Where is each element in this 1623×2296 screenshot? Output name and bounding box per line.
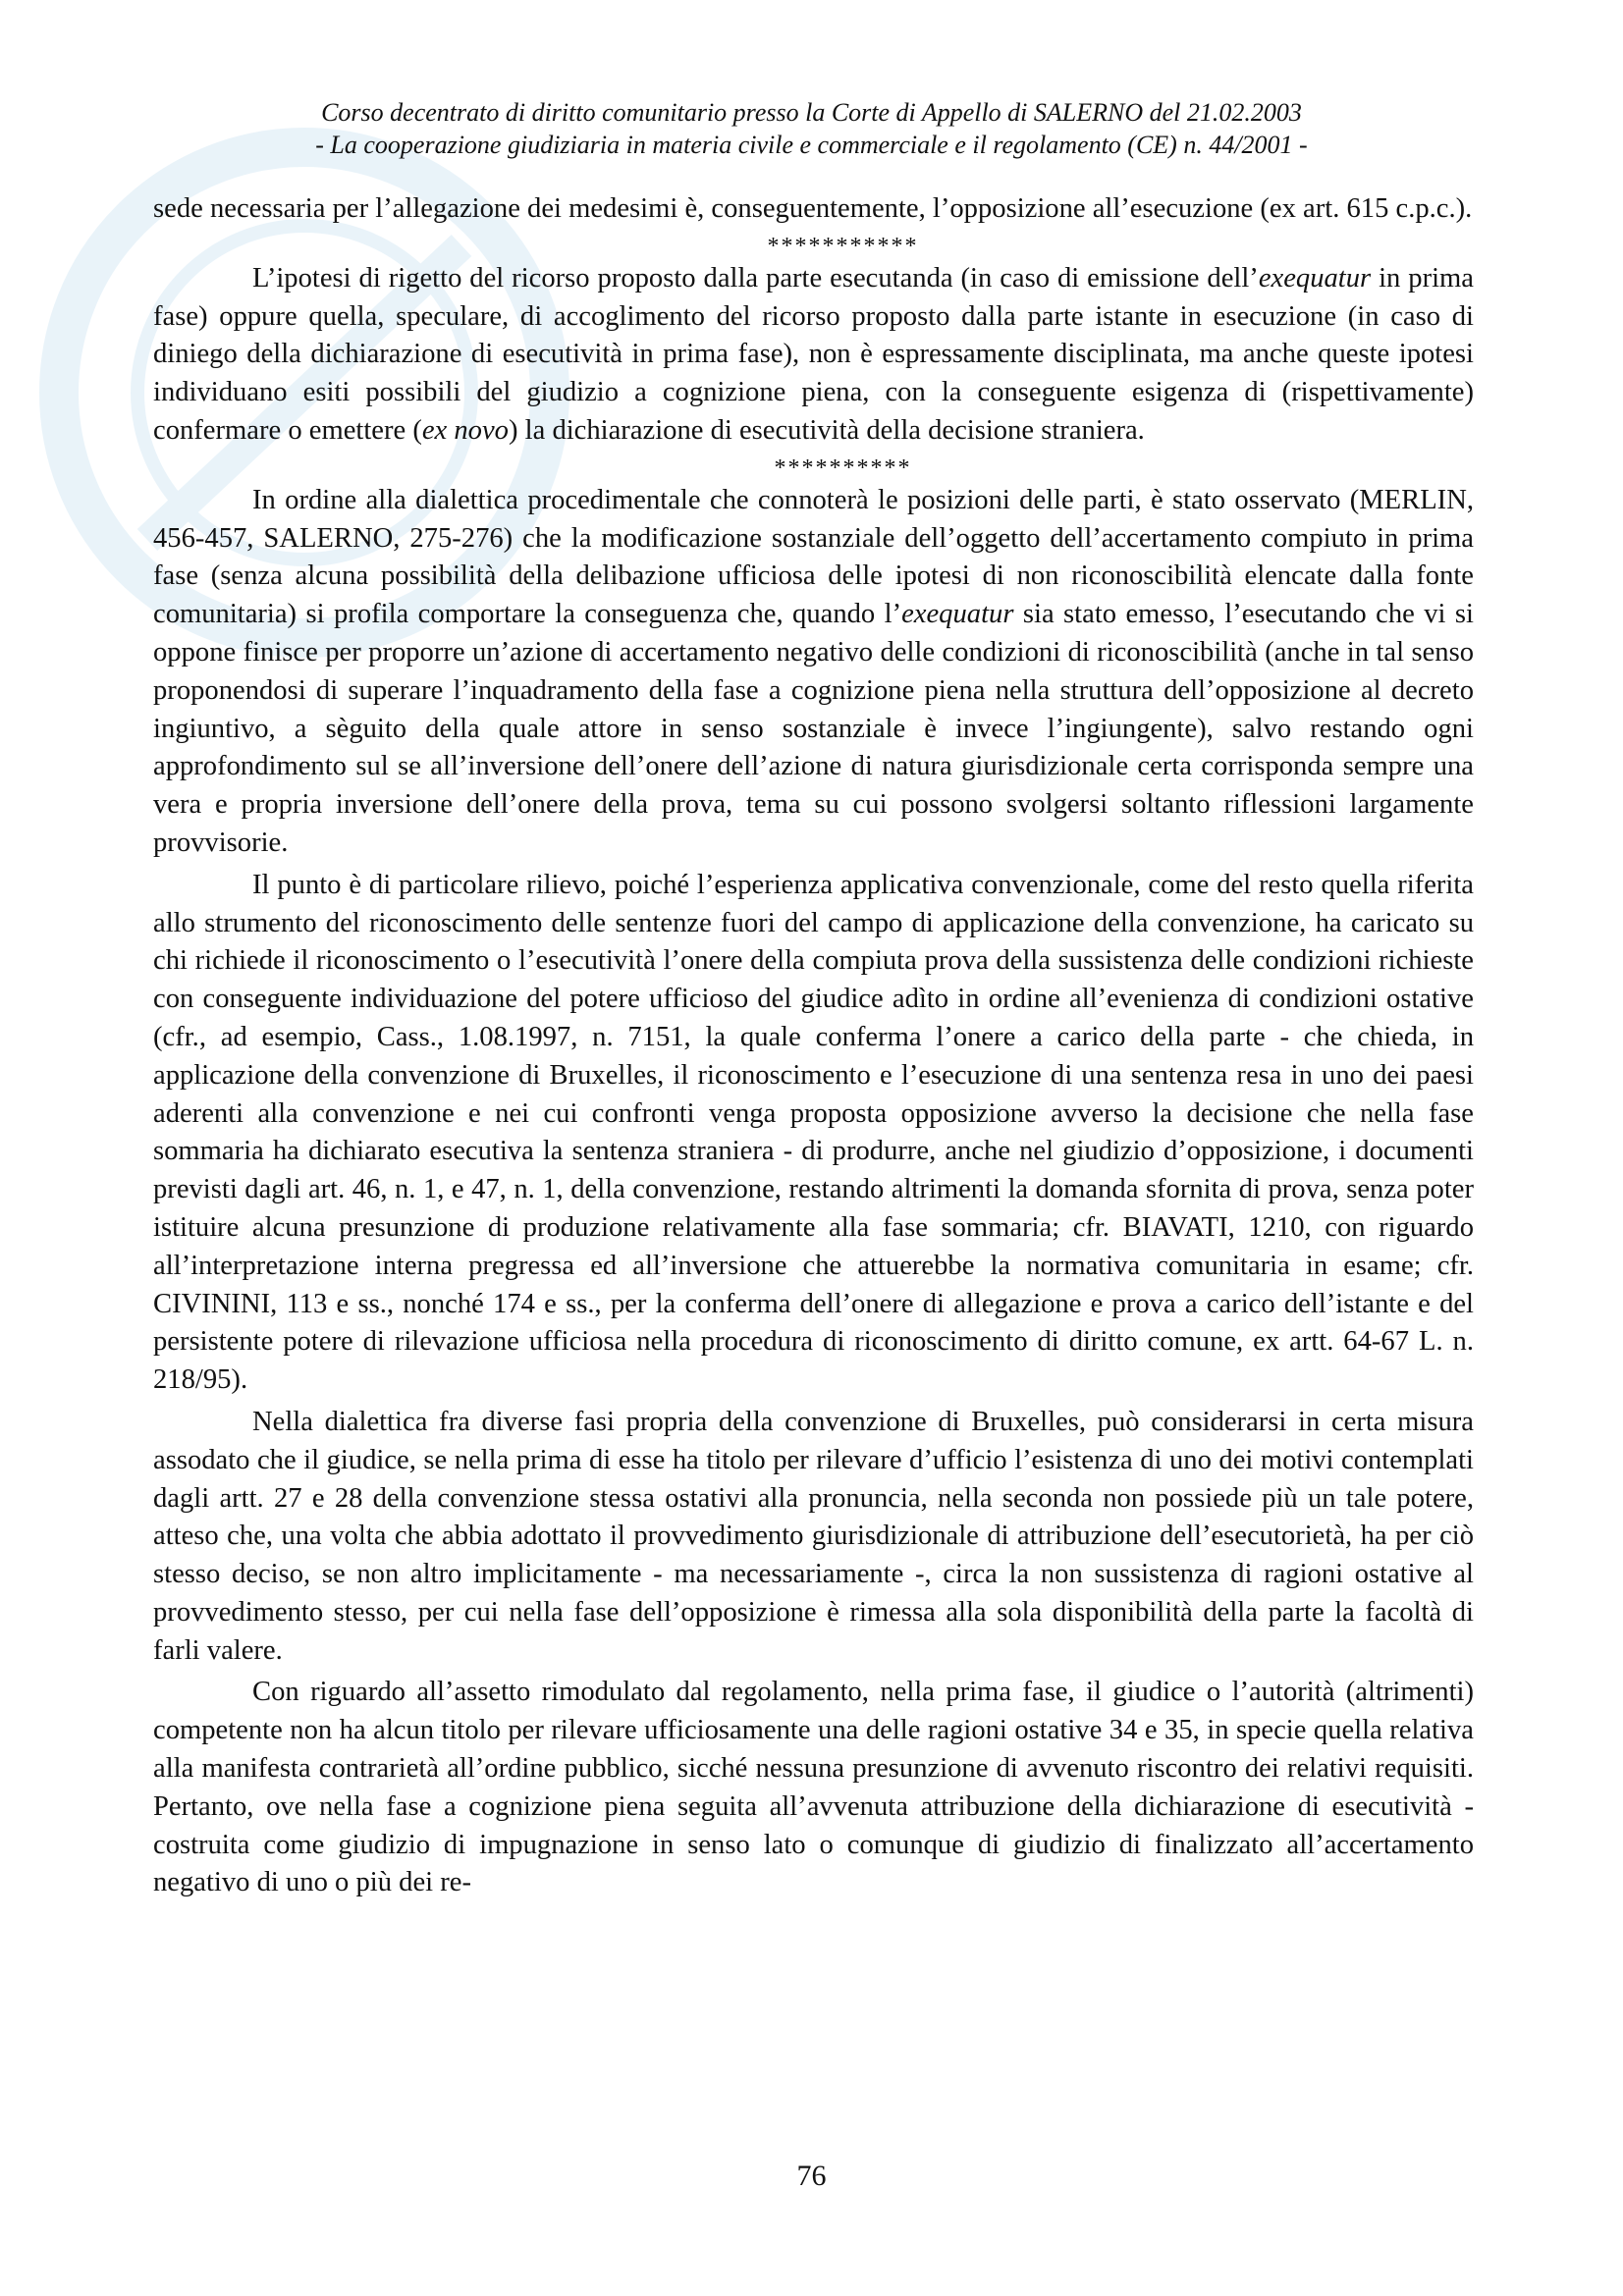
running-header: [0, 96, 1623, 161]
paragraph-3-text-c: sia stato emesso, l’esecutando che vi si oppone finisce per proporre un’azione di accertamento negativo delle condizioni di riconoscibilità (anche in tal senso proponendosi di superare l’inquadramento della fase a cognizione piena nella struttura dell’opposizione al decreto ingiuntivo, a sèguito della quale attore in senso sostanziale è invece l’ingiungente), salvo restando ogni approfondimento sul se all’inversione dell’onere dell’azione di natura giurisdizionale certa corrisponda sempre una vera e propria inversione dell’onere della prova, tema su cui possono svolgersi soltanto riflessioni largamente provvisorie.: [153, 599, 1474, 858]
paragraph-3-text-a: In ordine alla dialettica procedimentale che connoterà le posizioni delle parti, è stato osservato (MERLIN, 456-457, SALERNO, 275-276) che la modificazione sostanziale dell’oggetto dell’accertamento compiuto in prima fase (senza alcuna possibilità della delibazione ufficiosa delle ipotesi di non riconoscibilità elencate dalla fonte comunitaria) si profila comportare la conseguenza che, quando l’: [153, 484, 1474, 630]
page-number: 76: [796, 2160, 827, 2192]
paragraph-4: Il punto è di particolare rilievo, poiché l’esperienza applicativa convenzionale, come del resto quella riferita allo strumento del riconoscimento delle sentenze fuori del campo di applicazione della convenzione, ha caricato su chi richiede il riconoscimento o l’esecutività l’onere della compiuta prova della sussistenza delle condizioni richieste con conseguente individuazione del potere ufficioso del giudice adìto in ordine all’evenienza di condizioni ostative (cfr., ad esempio, Cass., 1.08.1997, n. 7151, la quale conferma l’onere a carico della parte - che chieda, in applicazione della convenzione di Bruxelles, il riconoscimento e l’esecuzione di una sentenza resa in uno dei paesi aderenti alla convenzione e nei cui confronti venga proposta opposizione avverso la decisione che nella fase sommaria ha dichiarato esecutiva la sentenza straniera - di produrre, anche nel giudizio d’opposizione, i documenti previsti dagli art. 46, n. 1, e 47, n. 1, della convenzione, restando altrimenti la domanda sfornita di prova, senza poter istituire alcuna presunzione di produzione relativamente alla fase sommaria; cfr. BIAVATI, 1210, con riguardo all’interpretazione interna pregressa ed all’inversione che attuerebbe la normativa comunitaria in esame; cfr. CIVININI, 113 e ss., nonché 174 e ss., per la conferma dell’onere di allegazione e prova a carico dell’istante e del persistente potere di rilevazione ufficiosa nella procedura di riconoscimento di diritto comune, ex artt. 64-67 L. n. 218/95).: [153, 869, 1474, 1396]
paragraph-2-text-e: ) la dichiarazione di esecutività della decisione straniera.: [508, 414, 1145, 446]
paragraph-5: Nella dialettica fra diverse fasi propria della convenzione di Bruxelles, può considerarsi in certa misura assodato che il giudice, se nella prima di esse ha titolo per rilevare d’ufficio l’esistenza di uno dei motivi contemplati dagli artt. 27 e 28 della convenzione stessa ostativi alla pronuncia, nella seconda non possiede più un tale potere, atteso che, una volta che abbia adottato il provvedimento giurisdizionale di attribuzione dell’esecutorietà, ha per ciò stesso deciso, se non altro implicitamente - ma necessariamente -, circa la non sussistenza di ragioni ostative al provvedimento stesso, per cui nella fase dell’opposizione è rimessa alla sola disponibilità della parte la facoltà di farli valere.: [153, 1406, 1474, 1666]
page-body: [153, 190, 1474, 1906]
separator-1: ***********: [767, 233, 919, 259]
paragraph-1: sede necessaria per l’allegazione dei medesimi è, conseguentemente, l’opposizione all’esecuzione (ex art. 615 c.p.c.).: [153, 193, 1473, 224]
paragraph-2-text-a: L’ipotesi di rigetto del ricorso proposto dalla parte esecutanda (in caso di emissione dell’: [252, 262, 1259, 294]
paragraph-3: [153, 482, 1474, 863]
paragraph-2-italic-d: ex novo: [421, 414, 509, 446]
paragraph-2-italic-b: exequatur: [1258, 262, 1372, 294]
header-line-2: - La cooperazione giudiziaria in materia civile e commerciale e il regolamento (CE) n. 44/2001 -: [315, 131, 1308, 159]
paragraph-3-italic-b: exequatur: [901, 599, 1014, 630]
paragraph-2: [153, 260, 1474, 451]
separator-2: **********: [774, 454, 912, 481]
paragraph-6: Con riguardo all’assetto rimodulato dal regolamento, nella prima fase, il giudice o l’autorità (altrimenti) competente non ha alcun titolo per rilevare ufficiosamente una delle ragioni ostative 34 e 35, in specie quella relativa alla manifesta contrarietà all’ordine pubblico, sicché nessuna presunzione di avvenuto riscontro dei relativi requisiti. Pertanto, ove nella fase a cognizione piena seguita all’avvenuta attribuzione della dichiarazione di esecutività - costruita come giudizio di impugnazione in senso lato o comunque di giudizio di finalizzato all’accertamento negativo di uno o più dei re-: [153, 1677, 1474, 1898]
header-line-1: Corso decentrato di diritto comunitario presso la Corte di Appello di SALERNO del 21.02.2003: [321, 98, 1302, 127]
paragraph-2-text-c: in prima fase) oppure quella, speculare, di accoglimento del ricorso proposto dalla parte istante in esecuzione (in caso di diniego della dichiarazione di esecutività in prima fase), non è espressamente disciplinata, ma anche queste ipotesi individuano esiti possibili del giudizio a cognizione piena, con la conseguente esigenza di (rispettivamente) confermare o emettere (: [153, 262, 1474, 446]
